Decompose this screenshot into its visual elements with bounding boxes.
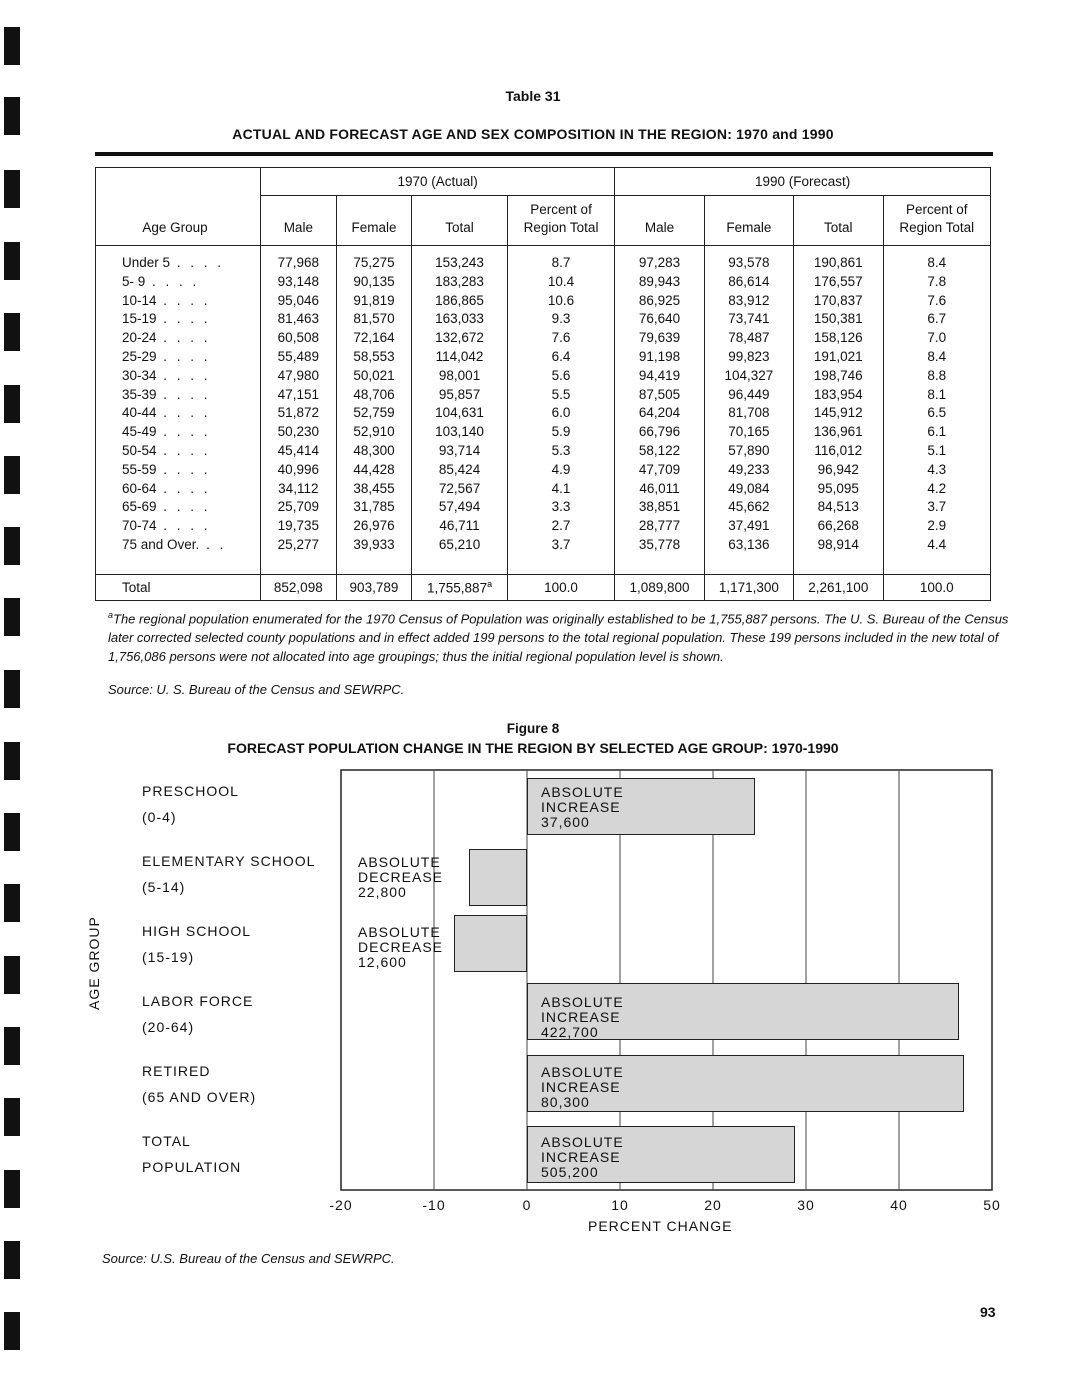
- cell-m90: 91,198: [615, 348, 704, 367]
- age-group-cell: 35-39 . . . .: [122, 386, 211, 402]
- cell-f70: 52,759: [336, 404, 412, 423]
- spacer-cell: [336, 555, 412, 574]
- cell-t90: 95,095: [794, 480, 883, 499]
- age-group-cell: 40-44 . . . .: [122, 405, 211, 421]
- cell-f70: 81,570: [336, 310, 412, 329]
- bar-label-line: ABSOLUTE: [541, 784, 624, 800]
- table-row: [96, 246, 991, 273]
- cell-m90: 97,283: [615, 246, 704, 273]
- cell-t70: 183,283: [412, 273, 508, 292]
- table-title: ACTUAL AND FORECAST AGE AND SEX COMPOSITION IN THE REGION: 1970 and 1990: [232, 126, 834, 142]
- cell-p90: 7.6: [883, 292, 991, 311]
- cell-m90: 58,122: [615, 442, 704, 461]
- cell-p70: 3.7: [507, 536, 614, 555]
- table-body: [96, 246, 991, 575]
- cell-t90: 145,912: [794, 404, 883, 423]
- x-tick-label: 20: [704, 1197, 722, 1213]
- cell-t90: 66,268: [794, 517, 883, 536]
- cell-t90: 176,557: [794, 273, 883, 292]
- cell-f90: 49,084: [704, 480, 793, 499]
- cell-f70: 90,135: [336, 273, 412, 292]
- cell-m70: 51,872: [261, 404, 337, 423]
- cell-p70: 7.6: [507, 329, 614, 348]
- cell-m90: 64,204: [615, 404, 704, 423]
- age-group-cell: Under 5 . . . .: [122, 255, 225, 270]
- age-group-cell: 20-24 . . . .: [122, 330, 211, 346]
- cell-t90: 198,746: [794, 367, 883, 386]
- col-male-1970: Male: [261, 196, 337, 246]
- bar-label-line: 37,600: [541, 814, 590, 830]
- category-range: (65 AND OVER): [142, 1089, 257, 1105]
- table-source: Source: U. S. Bureau of the Census and SEWRPC.: [108, 682, 405, 697]
- cell-f90: 49,233: [704, 461, 793, 480]
- cell-t90: 84,513: [794, 498, 883, 517]
- age-group-cell: 45-49 . . . .: [122, 424, 211, 440]
- y-axis-label: AGE GROUP: [86, 916, 102, 1010]
- spacer-cell: [883, 555, 991, 574]
- cell-t70: 93,714: [412, 442, 508, 461]
- total-f90: 1,171,300: [704, 574, 793, 600]
- group-1990: 1990 (Forecast): [615, 168, 991, 196]
- binder-marks: [4, 0, 24, 1380]
- x-tick-label: -20: [329, 1197, 353, 1213]
- table-row: [96, 461, 991, 480]
- cell-m70: 25,709: [261, 498, 337, 517]
- cell-t70: 153,243: [412, 246, 508, 273]
- age-group-cell: 60-64 . . . .: [122, 480, 211, 496]
- category-range: (0-4): [142, 809, 177, 825]
- cell-t70: 132,672: [412, 329, 508, 348]
- cell-m70: 81,463: [261, 310, 337, 329]
- cell-m90: 79,639: [615, 329, 704, 348]
- bar-value-label: [541, 1135, 624, 1180]
- cell-p90: 7.0: [883, 329, 991, 348]
- cell-m70: 55,489: [261, 348, 337, 367]
- bar-label-line: INCREASE: [541, 1079, 621, 1095]
- cell-f70: 52,910: [336, 423, 412, 442]
- bar-value-label: [358, 855, 443, 900]
- cell-m90: 94,419: [615, 367, 704, 386]
- cell-p90: 2.9: [883, 517, 991, 536]
- cell-m90: 35,778: [615, 536, 704, 555]
- total-row: [96, 574, 991, 600]
- age-group-cell: 55-59 . . . .: [122, 461, 211, 477]
- x-tick-label: 30: [797, 1197, 815, 1213]
- cell-p90: 7.8: [883, 273, 991, 292]
- age-group-cell: 15-19 . . . .: [122, 311, 211, 327]
- table-row: [96, 292, 991, 311]
- cell-p90: 8.8: [883, 367, 991, 386]
- figure-source: Source: U.S. Bureau of the Census and SEWRPC.: [102, 1251, 395, 1266]
- cell-t70: 65,210: [412, 536, 508, 555]
- cell-m90: 38,851: [615, 498, 704, 517]
- table-row: [96, 329, 991, 348]
- cell-f70: 48,300: [336, 442, 412, 461]
- cell-f90: 99,823: [704, 348, 793, 367]
- cell-f70: 39,933: [336, 536, 412, 555]
- cell-f70: 26,976: [336, 517, 412, 536]
- table-row: [96, 348, 991, 367]
- cell-t90: 98,914: [794, 536, 883, 555]
- cell-m90: 66,796: [615, 423, 704, 442]
- cell-p90: 3.7: [883, 498, 991, 517]
- table-row: [96, 517, 991, 536]
- category-label: [142, 988, 253, 1040]
- cell-p70: 4.1: [507, 480, 614, 499]
- col-pct-1970: Percent of Region Total: [507, 196, 614, 246]
- cell-t90: 150,381: [794, 310, 883, 329]
- cell-t70: 186,865: [412, 292, 508, 311]
- cell-p90: 4.2: [883, 480, 991, 499]
- cell-t90: 170,837: [794, 292, 883, 311]
- cell-p90: 4.4: [883, 536, 991, 555]
- table-row: [96, 273, 991, 292]
- age-group-cell: 50-54 . . . .: [122, 442, 211, 458]
- x-tick-label: 0: [522, 1197, 532, 1213]
- bar-value-label: [541, 785, 624, 830]
- cell-f70: 31,785: [336, 498, 412, 517]
- cell-p90: 5.1: [883, 442, 991, 461]
- cell-m90: 87,505: [615, 386, 704, 405]
- cell-f70: 72,164: [336, 329, 412, 348]
- category-name: RETIRED: [142, 1063, 211, 1079]
- spacer-cell: [261, 555, 337, 574]
- cell-p70: 2.7: [507, 517, 614, 536]
- cell-p70: 5.3: [507, 442, 614, 461]
- bar-label-line: ABSOLUTE: [358, 924, 441, 940]
- table-row: [96, 310, 991, 329]
- table-row: [96, 386, 991, 405]
- cell-t70: 163,033: [412, 310, 508, 329]
- cell-f90: 63,136: [704, 536, 793, 555]
- total-p70: 100.0: [507, 574, 614, 600]
- cell-f90: 96,449: [704, 386, 793, 405]
- bar-label-line: INCREASE: [541, 1009, 621, 1025]
- cell-f70: 58,553: [336, 348, 412, 367]
- cell-f90: 45,662: [704, 498, 793, 517]
- cell-f90: 104,327: [704, 367, 793, 386]
- table-row: [96, 442, 991, 461]
- bar-label-line: DECREASE: [358, 869, 444, 885]
- age-group-cell: 70-74 . . . .: [122, 518, 211, 534]
- table-row: [96, 480, 991, 499]
- total-p90: 100.0: [883, 574, 991, 600]
- category-label: [142, 848, 315, 900]
- category-range: (15-19): [142, 949, 195, 965]
- cell-t70: 72,567: [412, 480, 508, 499]
- category-name: HIGH SCHOOL: [142, 923, 252, 939]
- cell-m90: 89,943: [615, 273, 704, 292]
- bar-value-label: [541, 995, 624, 1040]
- total-label: Total: [122, 579, 151, 595]
- col-female-1970: Female: [336, 196, 412, 246]
- category-name: ELEMENTARY SCHOOL: [142, 853, 316, 869]
- spacer-cell: [615, 555, 704, 574]
- cell-t70: 46,711: [412, 517, 508, 536]
- category-label: [142, 1128, 241, 1180]
- cell-p90: 6.1: [883, 423, 991, 442]
- cell-t70: 85,424: [412, 461, 508, 480]
- cell-m90: 46,011: [615, 480, 704, 499]
- cell-m70: 19,735: [261, 517, 337, 536]
- cell-t70: 103,140: [412, 423, 508, 442]
- category-name: LABOR FORCE: [142, 993, 254, 1009]
- category-range: (5-14): [142, 879, 186, 895]
- cell-f70: 75,275: [336, 246, 412, 273]
- cell-m70: 50,230: [261, 423, 337, 442]
- figure-title: FORECAST POPULATION CHANGE IN THE REGION BY SELECTED AGE GROUP: 1970-1990: [227, 740, 839, 756]
- col-female-1990: Female: [704, 196, 793, 246]
- cell-f90: 93,578: [704, 246, 793, 273]
- category-label: [142, 918, 251, 970]
- cell-f90: 83,912: [704, 292, 793, 311]
- cell-p70: 6.4: [507, 348, 614, 367]
- total-m90: 1,089,800: [615, 574, 704, 600]
- total-m70: 852,098: [261, 574, 337, 600]
- cell-f70: 44,428: [336, 461, 412, 480]
- total-t90: 2,261,100: [794, 574, 883, 600]
- cell-t90: 96,942: [794, 461, 883, 480]
- category-range: POPULATION: [142, 1159, 242, 1175]
- figure-number: Figure 8: [506, 721, 560, 736]
- cell-p70: 5.5: [507, 386, 614, 405]
- cell-p70: 5.9: [507, 423, 614, 442]
- category-range: (20-64): [142, 1019, 195, 1035]
- col-total-1970: Total: [412, 196, 508, 246]
- bar-label-line: ABSOLUTE: [358, 854, 441, 870]
- x-tick-label: 50: [983, 1197, 1001, 1213]
- bar-label-line: INCREASE: [541, 799, 621, 815]
- cell-p70: 6.0: [507, 404, 614, 423]
- age-group-cell: 25-29 . . . .: [122, 348, 211, 364]
- col-pct-1990: Percent of Region Total: [883, 196, 991, 246]
- x-tick-label: 10: [611, 1197, 629, 1213]
- cell-m70: 47,151: [261, 386, 337, 405]
- cell-f70: 50,021: [336, 367, 412, 386]
- bar: [469, 849, 527, 906]
- cell-f90: 70,165: [704, 423, 793, 442]
- title-rule: [95, 152, 993, 156]
- bar-label-line: 22,800: [358, 884, 407, 900]
- category-name: PRESCHOOL: [142, 783, 239, 799]
- cell-t70: 114,042: [412, 348, 508, 367]
- footnote: $^a$The regional population enumerated for the 1970 Census of Population was originally established to be 1,755,887 persons. The U. S. Bureau of the Census later corrected selected county populations and in effect added 199 persons to the total regional population. These 199 persons included in the new total of 1,756,086 persons were not allocated into age groupings; thus the initial regional population level is shown.: [108, 610, 1009, 665]
- cell-p70: 10.4: [507, 273, 614, 292]
- cell-p70: 8.7: [507, 246, 614, 273]
- cell-p90: 8.4: [883, 348, 991, 367]
- age-group-cell: 65-69 . . . .: [122, 499, 211, 515]
- cell-m70: 45,414: [261, 442, 337, 461]
- x-tick-label: -10: [422, 1197, 446, 1213]
- cell-p70: 3.3: [507, 498, 614, 517]
- spacer-cell: [704, 555, 793, 574]
- spacer-cell: [412, 555, 508, 574]
- cell-p70: 9.3: [507, 310, 614, 329]
- cell-p90: 8.1: [883, 386, 991, 405]
- bar-label-line: 505,200: [541, 1164, 599, 1180]
- bar-label-line: 12,600: [358, 954, 407, 970]
- cell-t70: 57,494: [412, 498, 508, 517]
- category-name: TOTAL: [142, 1133, 191, 1149]
- col-total-1990: Total: [794, 196, 883, 246]
- spacer-cell: [96, 555, 261, 574]
- table-row: [96, 367, 991, 386]
- cell-m70: 25,277: [261, 536, 337, 555]
- age-sex-table: [95, 167, 991, 601]
- cell-m70: 40,996: [261, 461, 337, 480]
- table-row: [96, 423, 991, 442]
- group-1970: 1970 (Actual): [261, 168, 615, 196]
- bar: [454, 915, 527, 972]
- bar-label-line: ABSOLUTE: [541, 1134, 624, 1150]
- table-number: Table 31: [505, 88, 561, 104]
- total-t70: 1,755,887$^a$: [412, 574, 508, 600]
- cell-m90: 28,777: [615, 517, 704, 536]
- x-tick-label: 40: [890, 1197, 908, 1213]
- spacer-row: [96, 555, 991, 574]
- cell-f70: 91,819: [336, 292, 412, 311]
- cell-t90: 136,961: [794, 423, 883, 442]
- category-label: [142, 778, 239, 830]
- age-group-cell: 5- 9 . . . .: [122, 273, 200, 289]
- table-row: [96, 404, 991, 423]
- cell-t70: 98,001: [412, 367, 508, 386]
- table-row: [96, 498, 991, 517]
- cell-p70: 10.6: [507, 292, 614, 311]
- age-group-cell: 75 and Over. . .: [122, 536, 227, 552]
- cell-f90: 57,890: [704, 442, 793, 461]
- bar-label-line: DECREASE: [358, 939, 444, 955]
- col-male-1990: Male: [615, 196, 704, 246]
- cell-m90: 76,640: [615, 310, 704, 329]
- cell-f70: 38,455: [336, 480, 412, 499]
- category-label: [142, 1058, 256, 1110]
- bar-value-label: [358, 925, 443, 970]
- cell-f90: 37,491: [704, 517, 793, 536]
- cell-m70: 60,508: [261, 329, 337, 348]
- cell-p90: 8.4: [883, 246, 991, 273]
- bar-value-label: [541, 1065, 624, 1110]
- cell-t90: 158,126: [794, 329, 883, 348]
- bar-label-line: 80,300: [541, 1094, 590, 1110]
- cell-p70: 5.6: [507, 367, 614, 386]
- cell-m90: 47,709: [615, 461, 704, 480]
- col-age-group: Age Group: [142, 220, 208, 235]
- bar-label-line: ABSOLUTE: [541, 994, 624, 1010]
- cell-m70: 34,112: [261, 480, 337, 499]
- spacer-cell: [794, 555, 883, 574]
- page-number: 93: [980, 1304, 996, 1320]
- cell-m90: 86,925: [615, 292, 704, 311]
- cell-p90: 6.5: [883, 404, 991, 423]
- cell-f90: 73,741: [704, 310, 793, 329]
- table-row: [96, 536, 991, 555]
- cell-t90: 191,021: [794, 348, 883, 367]
- cell-f90: 78,487: [704, 329, 793, 348]
- cell-p90: 6.7: [883, 310, 991, 329]
- cell-t90: 183,954: [794, 386, 883, 405]
- cell-m70: 47,980: [261, 367, 337, 386]
- cell-m70: 93,148: [261, 273, 337, 292]
- cell-f90: 81,708: [704, 404, 793, 423]
- bar-label-line: ABSOLUTE: [541, 1064, 624, 1080]
- x-axis-label: PERCENT CHANGE: [588, 1218, 733, 1234]
- spacer-cell: [507, 555, 614, 574]
- cell-f90: 86,614: [704, 273, 793, 292]
- cell-p70: 4.9: [507, 461, 614, 480]
- cell-t70: 104,631: [412, 404, 508, 423]
- cell-m70: 77,968: [261, 246, 337, 273]
- cell-p90: 4.3: [883, 461, 991, 480]
- total-f70: 903,789: [336, 574, 412, 600]
- bar-label-line: INCREASE: [541, 1149, 621, 1165]
- cell-f70: 48,706: [336, 386, 412, 405]
- age-group-cell: 10-14 . . . .: [122, 292, 211, 308]
- cell-t90: 190,861: [794, 246, 883, 273]
- cell-t70: 95,857: [412, 386, 508, 405]
- bar-label-line: 422,700: [541, 1024, 599, 1040]
- age-group-cell: 30-34 . . . .: [122, 367, 211, 383]
- cell-m70: 95,046: [261, 292, 337, 311]
- cell-t90: 116,012: [794, 442, 883, 461]
